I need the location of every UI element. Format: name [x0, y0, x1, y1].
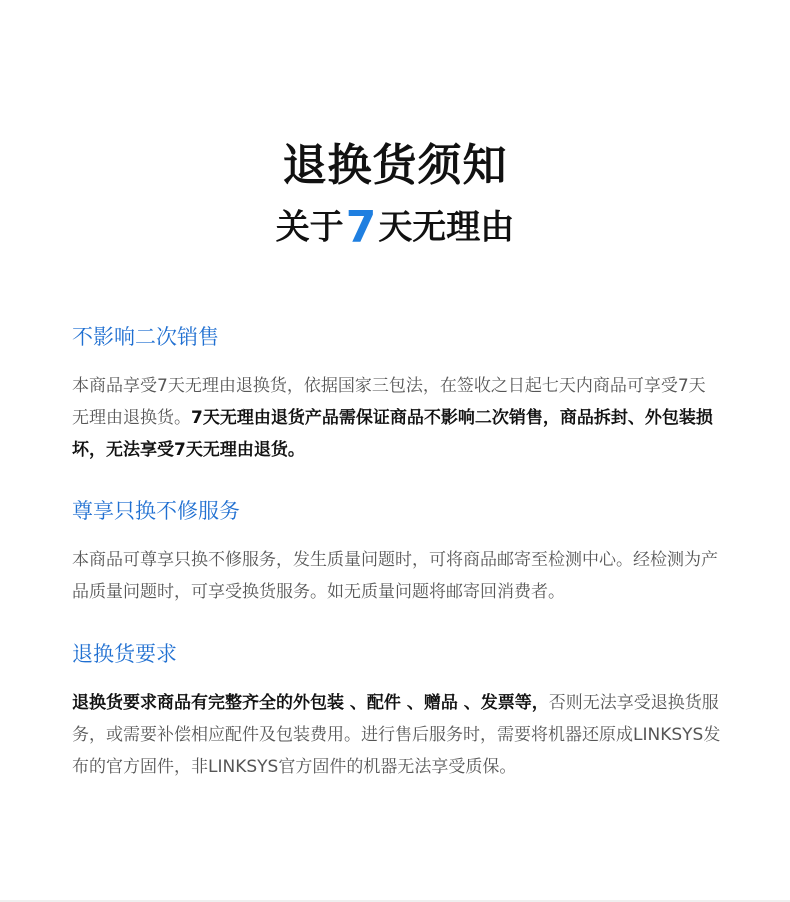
- subtitle-prefix: 关于: [275, 207, 344, 248]
- section-heading: 不影响二次销售: [72, 325, 219, 349]
- section-body: [72, 544, 722, 608]
- subtitle-day-number: 7: [345, 201, 377, 253]
- section-heading: 尊享只换不修服务: [72, 499, 240, 523]
- section-resale: [72, 322, 722, 466]
- body-normal-text: 本商品可尊享只换不修服务，发生质量问题时，可将商品邮寄至检测中心。经检测为产品质量问题时，可享受换货服务。如无质量问题将邮寄回消费者。: [72, 550, 718, 602]
- section-body: [72, 370, 722, 466]
- subtitle-suffix: 天无理由: [378, 207, 515, 248]
- body-bold-text: 退换货要求商品有完整齐全的外包装 、配件 、赠品 、发票等，: [72, 693, 549, 713]
- body-normal-text: 本商品享受7天无理由退换货，依据国家三包法，在签收之日起七天内商品可享受7天无理由退换货。: [72, 376, 706, 428]
- body-bold-text: 7天无理由退货产品需保证商品不影响二次销售，商品拆封、外包装损坏，无法享受7天无理由退货。: [72, 408, 713, 460]
- section-exchange-service: [72, 496, 722, 608]
- page-subtitle: [0, 198, 790, 256]
- section-heading: 退换货要求: [72, 642, 177, 666]
- section-body: [72, 687, 722, 783]
- section-return-requirements: [72, 639, 722, 783]
- body-normal-text: 否则无法享受退换货服务，或需要补偿相应配件及包装费用。进行售后服务时，需要将机器还原成LINKSYS发布的官方固件，非LINKSYS官方固件的机器无法享受质保。: [72, 693, 721, 777]
- page-title: 退换货须知: [282, 140, 508, 191]
